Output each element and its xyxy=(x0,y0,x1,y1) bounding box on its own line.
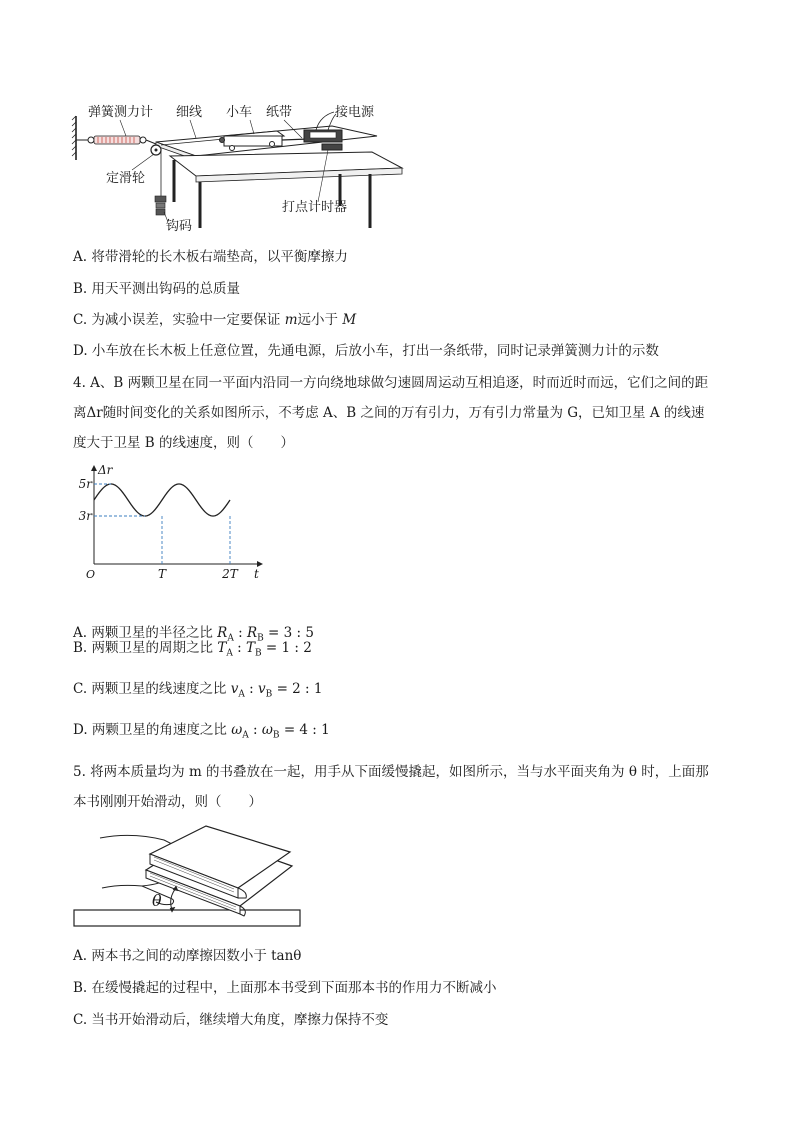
x-tick-2T: 2T xyxy=(222,567,238,581)
label-power: 接电源 xyxy=(335,105,375,120)
q4-option-b-sep: : xyxy=(232,640,246,656)
label-timer: 打点计时器 xyxy=(282,200,348,215)
label-pulley: 定滑轮 xyxy=(106,171,146,186)
label-cart: 小车 xyxy=(226,105,253,120)
q3-option-d: D. 小车放在长木板上任意位置，先通电源，后放小车，打出一条纸带，同时记录弹簧测力计的示数 xyxy=(73,343,659,359)
q4-option-d xyxy=(73,721,330,745)
q4-option-b-text: B. 两颗卫星的周期之比 xyxy=(73,640,214,656)
q5-stem-line-1: 5. 将两本质量均为 m 的书叠放在一起，用手从下面缓慢撬起，如图所示，当与水平面夹角为 θ 时，上面那 xyxy=(73,764,709,780)
q4-option-c-var1: v xyxy=(230,681,239,697)
q3-option-c-M: M xyxy=(342,312,357,328)
q4-option-a-text: A. 两颗卫星的半径之比 xyxy=(73,625,213,641)
q3-option-c-text: C. 为减小误差，实验中一定要保证 xyxy=(73,312,281,328)
q4-stem-line-1: 4. A、B 两颗卫星在同一平面内沿同一方向绕地球做匀速圆周运动互相追逐，时而近时而远，它们之间的距 xyxy=(73,375,709,391)
q4-option-a-sub1: A xyxy=(227,633,234,644)
q4-stem-line-2: 离Δr随时间变化的关系如图所示，不考虑 A、B 之间的万有引力，万有引力常量为 G，已知卫星 A 的线速 xyxy=(73,405,705,421)
q4-option-a-var2: R xyxy=(246,625,258,641)
q4-option-d-var2: ω xyxy=(261,722,273,738)
label-tape: 纸带 xyxy=(266,105,293,120)
label-hook-weights: 钩码 xyxy=(166,219,193,234)
q4-option-c-var2: v xyxy=(258,681,266,697)
q5-option-b: B. 在缓慢撬起的过程中，上面那本书受到下面那本书的作用力不断减小 xyxy=(73,980,497,996)
delta-r-graph xyxy=(78,462,272,582)
q4-option-b-var2: T xyxy=(245,640,255,656)
q4-option-a-value: = 3 : 5 xyxy=(263,625,314,641)
q4-option-d-sep: : xyxy=(248,722,262,738)
q5-stem xyxy=(73,757,725,817)
label-spring-scale: 弹簧测力计 xyxy=(88,105,154,120)
x-tick-T: T xyxy=(157,567,167,581)
books-figure xyxy=(72,826,304,930)
q4-option-b-value: = 1 : 2 xyxy=(261,640,312,656)
q3-option-a: A. 将带滑轮的长木板右端垫高，以平衡摩擦力 xyxy=(73,249,348,265)
q4-option-a-sep: : xyxy=(233,625,247,641)
q4-stem xyxy=(73,368,725,458)
q4-option-d-sub2: B xyxy=(272,730,280,741)
q4-option-b xyxy=(73,639,312,663)
q4-option-b-sub1: A xyxy=(226,648,233,659)
q3-option-c-mid: 远小于 xyxy=(297,312,339,328)
theta-label: θ xyxy=(152,891,162,910)
apparatus-figure xyxy=(72,98,412,233)
y-axis-label: Δr xyxy=(98,463,113,477)
q4-option-c xyxy=(73,680,322,704)
delta-r-curve xyxy=(94,484,230,516)
q4-option-a-sub2: B xyxy=(257,633,264,644)
q4-stem-line-3: 度大于卫星 B 的线速度，则（ ） xyxy=(73,435,295,451)
x-axis-label: t xyxy=(254,567,259,581)
q4-option-c-sub1: A xyxy=(238,689,245,700)
q4-option-a-var1: R xyxy=(217,625,228,641)
q4-option-c-value: = 2 : 1 xyxy=(272,681,323,697)
q4-option-d-text: D. 两颗卫星的角速度之比 xyxy=(73,722,227,738)
q5-option-c: C. 当书开始滑动后，继续增大角度，摩擦力保持不变 xyxy=(73,1012,389,1028)
q3-option-c xyxy=(73,311,356,329)
q4-option-d-sub1: A xyxy=(242,730,249,741)
q5-option-a: A. 两本书之间的动摩擦因数小于 tanθ xyxy=(73,948,302,964)
q4-option-b-var1: T xyxy=(217,640,227,656)
q4-option-c-sub2: B xyxy=(265,689,273,700)
q5-stem-line-2: 本书刚刚开始滑动，则（ ） xyxy=(73,794,262,810)
q3-option-b: B. 用天平测出钩码的总质量 xyxy=(73,281,241,297)
q4-option-d-var1: ω xyxy=(231,722,243,738)
q4-option-c-sep: : xyxy=(244,681,259,697)
origin-label: O xyxy=(86,568,96,581)
q4-option-b-sub2: B xyxy=(254,648,262,659)
y-tick-3r: 3r xyxy=(78,509,92,523)
label-thread: 细线 xyxy=(176,105,203,120)
q4-option-d-value: = 4 : 1 xyxy=(279,722,330,738)
q3-option-c-m: m xyxy=(284,312,298,328)
q4-option-c-text: C. 两颗卫星的线速度之比 xyxy=(73,681,227,697)
y-tick-5r: 5r xyxy=(78,477,92,491)
